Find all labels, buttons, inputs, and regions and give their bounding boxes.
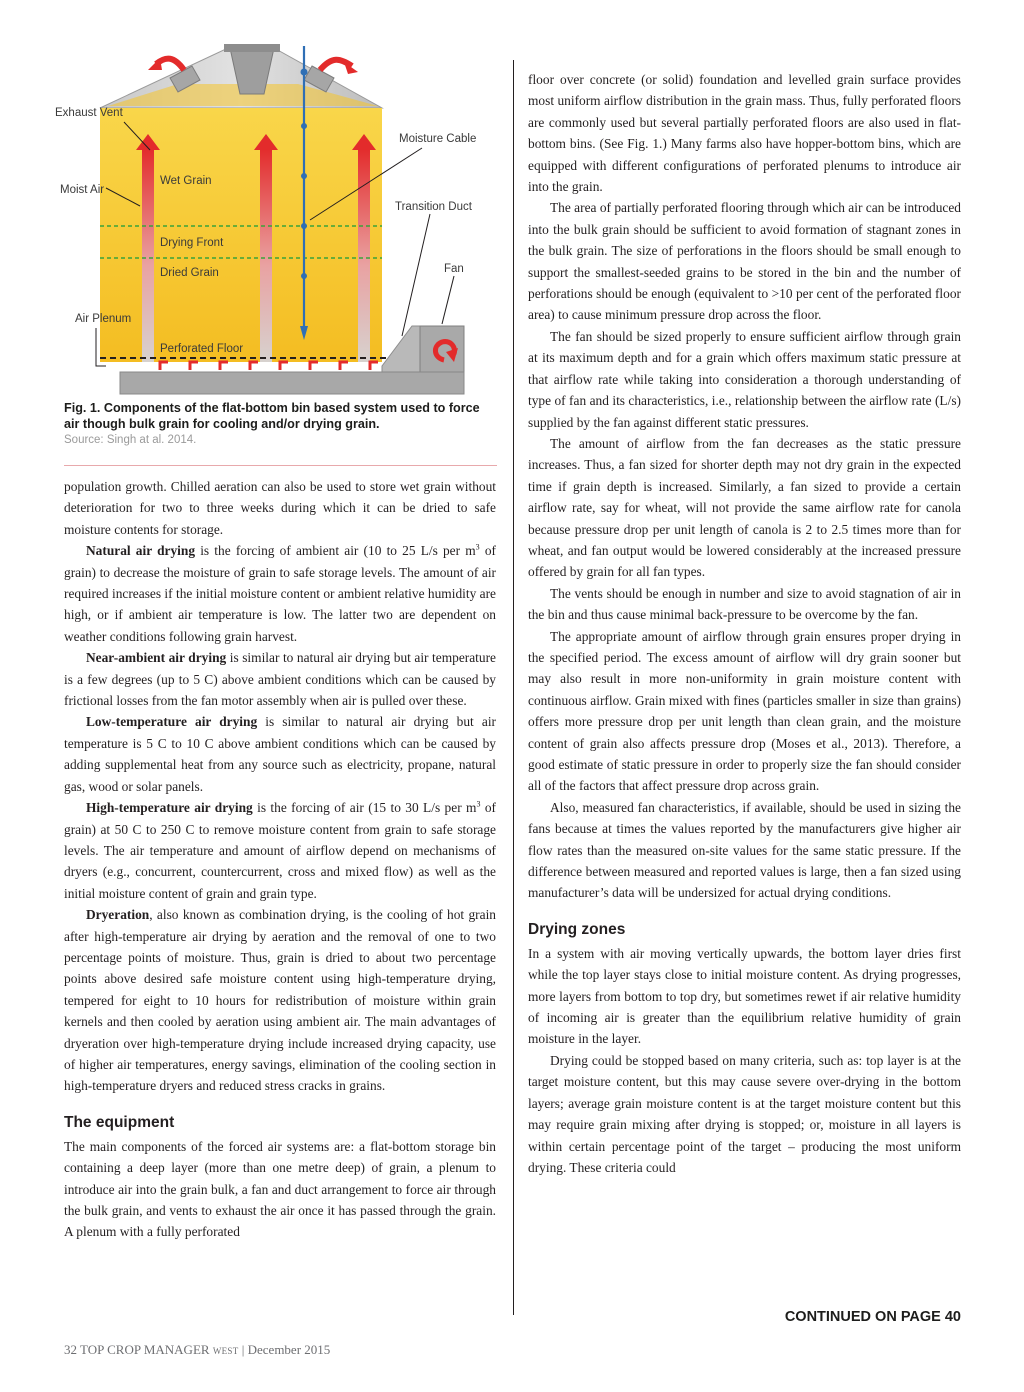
- right-paragraph-4: The amount of airflow from the fan decreases as the static pressure increases. Thus, a fan sized for shorter depth may not dry grain in the expected time if grain depth is increased. Similarly, a fan sized to provide a certain airflow rate, say for wheat, will not provide the same airflow rate for canola because pressure drop per unit length of canola is 2 to 2.5 times more than for wheat, and fan output would be lowered considerably at the increased pressure offered by grain for all fan types.: [528, 435, 961, 580]
- left-paragraph-1: population growth. Chilled aeration can also be used to store wet grain without deterioration for two to three weeks during which it can be dried to safe moisture contents for storage.: [64, 479, 496, 537]
- label-fan: Fan: [444, 263, 464, 275]
- label-wet-grain: Wet Grain: [160, 175, 212, 187]
- right-paragraph-1: floor over concrete (or solid) foundation and levelled grain surface provides most uniform airflow distribution in the grain mass. Thus, fully perforated floors are commonly used but several partially perforated floors are also used in flat-bottom bins. (See Fig. 1.) Many farms also have hopper-bottom bins, which are equipped with different configurations of perforated plenums to introduce air into the grain.: [528, 72, 961, 195]
- issue-date: December 2015: [247, 1342, 331, 1357]
- right-paragraph-2: The area of partially perforated flooring through which air can be introduced into the bulk grain should be sufficient to avoid formation of stagnant zones in the bulk grain. The size of perforations in the floors should be small enough to support the smallest-seeded grains to be stored in the bin and the number of perforations should be enough (equivalent to >10 per cent of the perforated floor area) to cause minimum pressure drop across the floor.: [528, 200, 961, 323]
- label-air-plenum: Air Plenum: [75, 313, 132, 325]
- text-span: is similar to natural air drying but air temperature is a few degrees (up to 5 C) above ambient conditions which can be caused by frictional losses from the fan motor assembly when air is pulled over these.: [64, 650, 496, 709]
- right-paragraph-8: In a system with air moving vertically upwards, the bottom layer dries first while the top layer stays close to initial moisture content. As drying progresses, more layers from bottom to top dry, but sometimes rewet if air relative humidity of incoming air is greater than the equilibrium relative humidity of grain moisture in the layer.: [528, 945, 961, 1047]
- label-drying-front: Drying Front: [160, 237, 224, 249]
- column-divider: [513, 60, 514, 1315]
- text-span: is the forcing of ambient air (10 to 25 L/s per m: [195, 543, 476, 559]
- right-paragraph-9: Drying could be stopped based on many criteria, such as: top layer is at the target moisture content, but this may cause severe over-drying in the bottom layers; average grain moisture content is at the target moisture content but this may require grain mixing after drying is stopped; or, moisture in all layers is within certain percentage point of the target – producing the most uniform drying. These criteria could: [528, 1052, 961, 1175]
- left-paragraph-4: [64, 711, 496, 797]
- caption-source: Source: Singh at al. 2014.: [64, 434, 197, 446]
- label-moisture-cable: Moisture Cable: [399, 133, 477, 145]
- text-span: , also known as combination drying, is the cooling of hot grain after high-temperature air drying by aeration and the removal of one to two percentage points of moisture. Thus, grain is dried to about two percentage points above desired safe moisture content using high-temperature drying, tempered for eight to 10 hours for redistribution of moisture within grain kernels and then cooled by aeration using ambient air. The main advantages of dryeration over high-temperature drying include increased drying capacity, use of higher air temperatures, energy savings, elimination of the cooling section in high-temperature dryers and reduced stress cracks in grains.: [64, 907, 496, 1094]
- label-moist-air: Moist Air: [60, 184, 105, 196]
- right-paragraph-3: The fan should be sized properly to ensure sufficient airflow through grain at its maximum depth and for a grain which offers maximum static pressure at that airflow rate while taking into consideration a thorough understanding of type of fan and its characteristics, i.e., relationship between the airflow rate (L/s) supplied by the fan against different static pressures.: [528, 328, 961, 430]
- left-paragraph-6: [64, 904, 496, 1097]
- label-transition-duct: Transition Duct: [395, 201, 472, 213]
- left-paragraph-5: [64, 797, 496, 904]
- text-span: is the forcing of air (15 to 30 L/s per m: [252, 800, 477, 816]
- label-dried-grain: Dried Grain: [160, 267, 219, 279]
- left-paragraph-3: [64, 647, 496, 711]
- right-paragraph-7: Also, measured fan characteristics, if available, should be used in sizing the fans because at times the values reported by the manufacturers give higher air flow rates than the measured on-site values for the same static pressure. If the difference between measured and reported values is large, then a fan sized using manufacturer’s data will be undersized for actual drying conditions.: [528, 799, 961, 901]
- heading-the-equipment: The equipment: [64, 1113, 175, 1131]
- page-footer: [64, 1342, 330, 1358]
- magazine-name: TOP CROP MANAGER: [80, 1342, 210, 1357]
- text-span: of grain) at 50 C to 250 C to remove moisture content from grain to safe storage levels. The air temperature and amount of airflow depend on mechanisms of dryers (e.g., concurrent, countercurrent, cross and mixed flow) as well as the initial moisture content of grain and grain type.: [64, 800, 496, 901]
- page-number: 32: [64, 1342, 77, 1357]
- term-natural-air-drying: Natural air drying: [86, 543, 196, 559]
- term-low-temperature-air-drying: Low-temperature air drying: [86, 714, 258, 730]
- superscript: 3: [475, 542, 480, 552]
- term-dryeration: Dryeration: [86, 907, 150, 923]
- label-exhaust-vent: Exhaust Vent: [55, 107, 123, 119]
- right-paragraph-6: The appropriate amount of airflow through grain ensures proper drying in the specified period. The excess amount of airflow will dry grain sooner but may also result in more non-uniformity in grain moisture content with continuous airflow. Grain mixed with fines (particles smaller in size than grains) offers more pressure drop per unit length than clean grain, and the moisture content of grain also affects pressure drop (Moses et al., 2013). Therefore, a good estimate of static pressure in order to properly size the fan should consider all of the factors that affect pressure drop across grain.: [528, 628, 961, 794]
- caption-text: Fig. 1. Components of the flat-bottom bin based system used to force air though bulk grain for cooling and/or drying grain.: [64, 401, 480, 431]
- magazine-edition: WEST: [212, 1346, 239, 1356]
- term-high-temperature-air-drying: High-temperature air drying: [86, 800, 253, 816]
- superscript: 3: [476, 799, 481, 809]
- left-paragraph-7: The main components of the forced air systems are: a flat-bottom storage bin containing a deep layer (more than one metre deep) of grain, a plenum to introduce air into the grain bulk, a fan and duct arrangement to force air through the bulk grain, and vents to exhaust the air once it has passed through the grain. A plenum with a fully perforated: [64, 1138, 496, 1240]
- figure-caption: [64, 401, 498, 446]
- term-near-ambient-air-drying: Near-ambient air drying: [86, 650, 227, 666]
- left-paragraph-2: [64, 540, 496, 647]
- text-span: is similar to natural air drying but air temperature is 5 C to 10 C above ambient conditions which can be caused by adding supplemental heat from any source such as electricity, propane, natural gas, wood or solar panels.: [64, 714, 496, 794]
- continued-on-page: CONTINUED ON PAGE 40: [784, 1309, 961, 1325]
- right-paragraph-5: The vents should be enough in number and size to avoid stagnation of air in the bin and thus cause minimal back-pressure to be overcome by the fan.: [528, 585, 961, 623]
- footer-separator: |: [241, 1342, 245, 1357]
- text-span: of grain) to decrease the moisture of grain to safe storage levels. The amount of air required increases if the initial moisture content or ambient relative humidity are high, or if ambient air temperature is low. The latter two are dependent on weather conditions following grain harvest.: [64, 543, 496, 644]
- grain-bin-diagram: [48, 36, 508, 398]
- concrete-foundation: [120, 372, 464, 394]
- heading-drying-zones: Drying zones: [528, 920, 626, 938]
- label-perforated-floor: Perforated Floor: [160, 343, 244, 355]
- right-column: [528, 69, 961, 1178]
- plenum-air-arrows: [160, 362, 378, 370]
- left-column: [64, 476, 496, 1243]
- caption-divider: [64, 465, 497, 466]
